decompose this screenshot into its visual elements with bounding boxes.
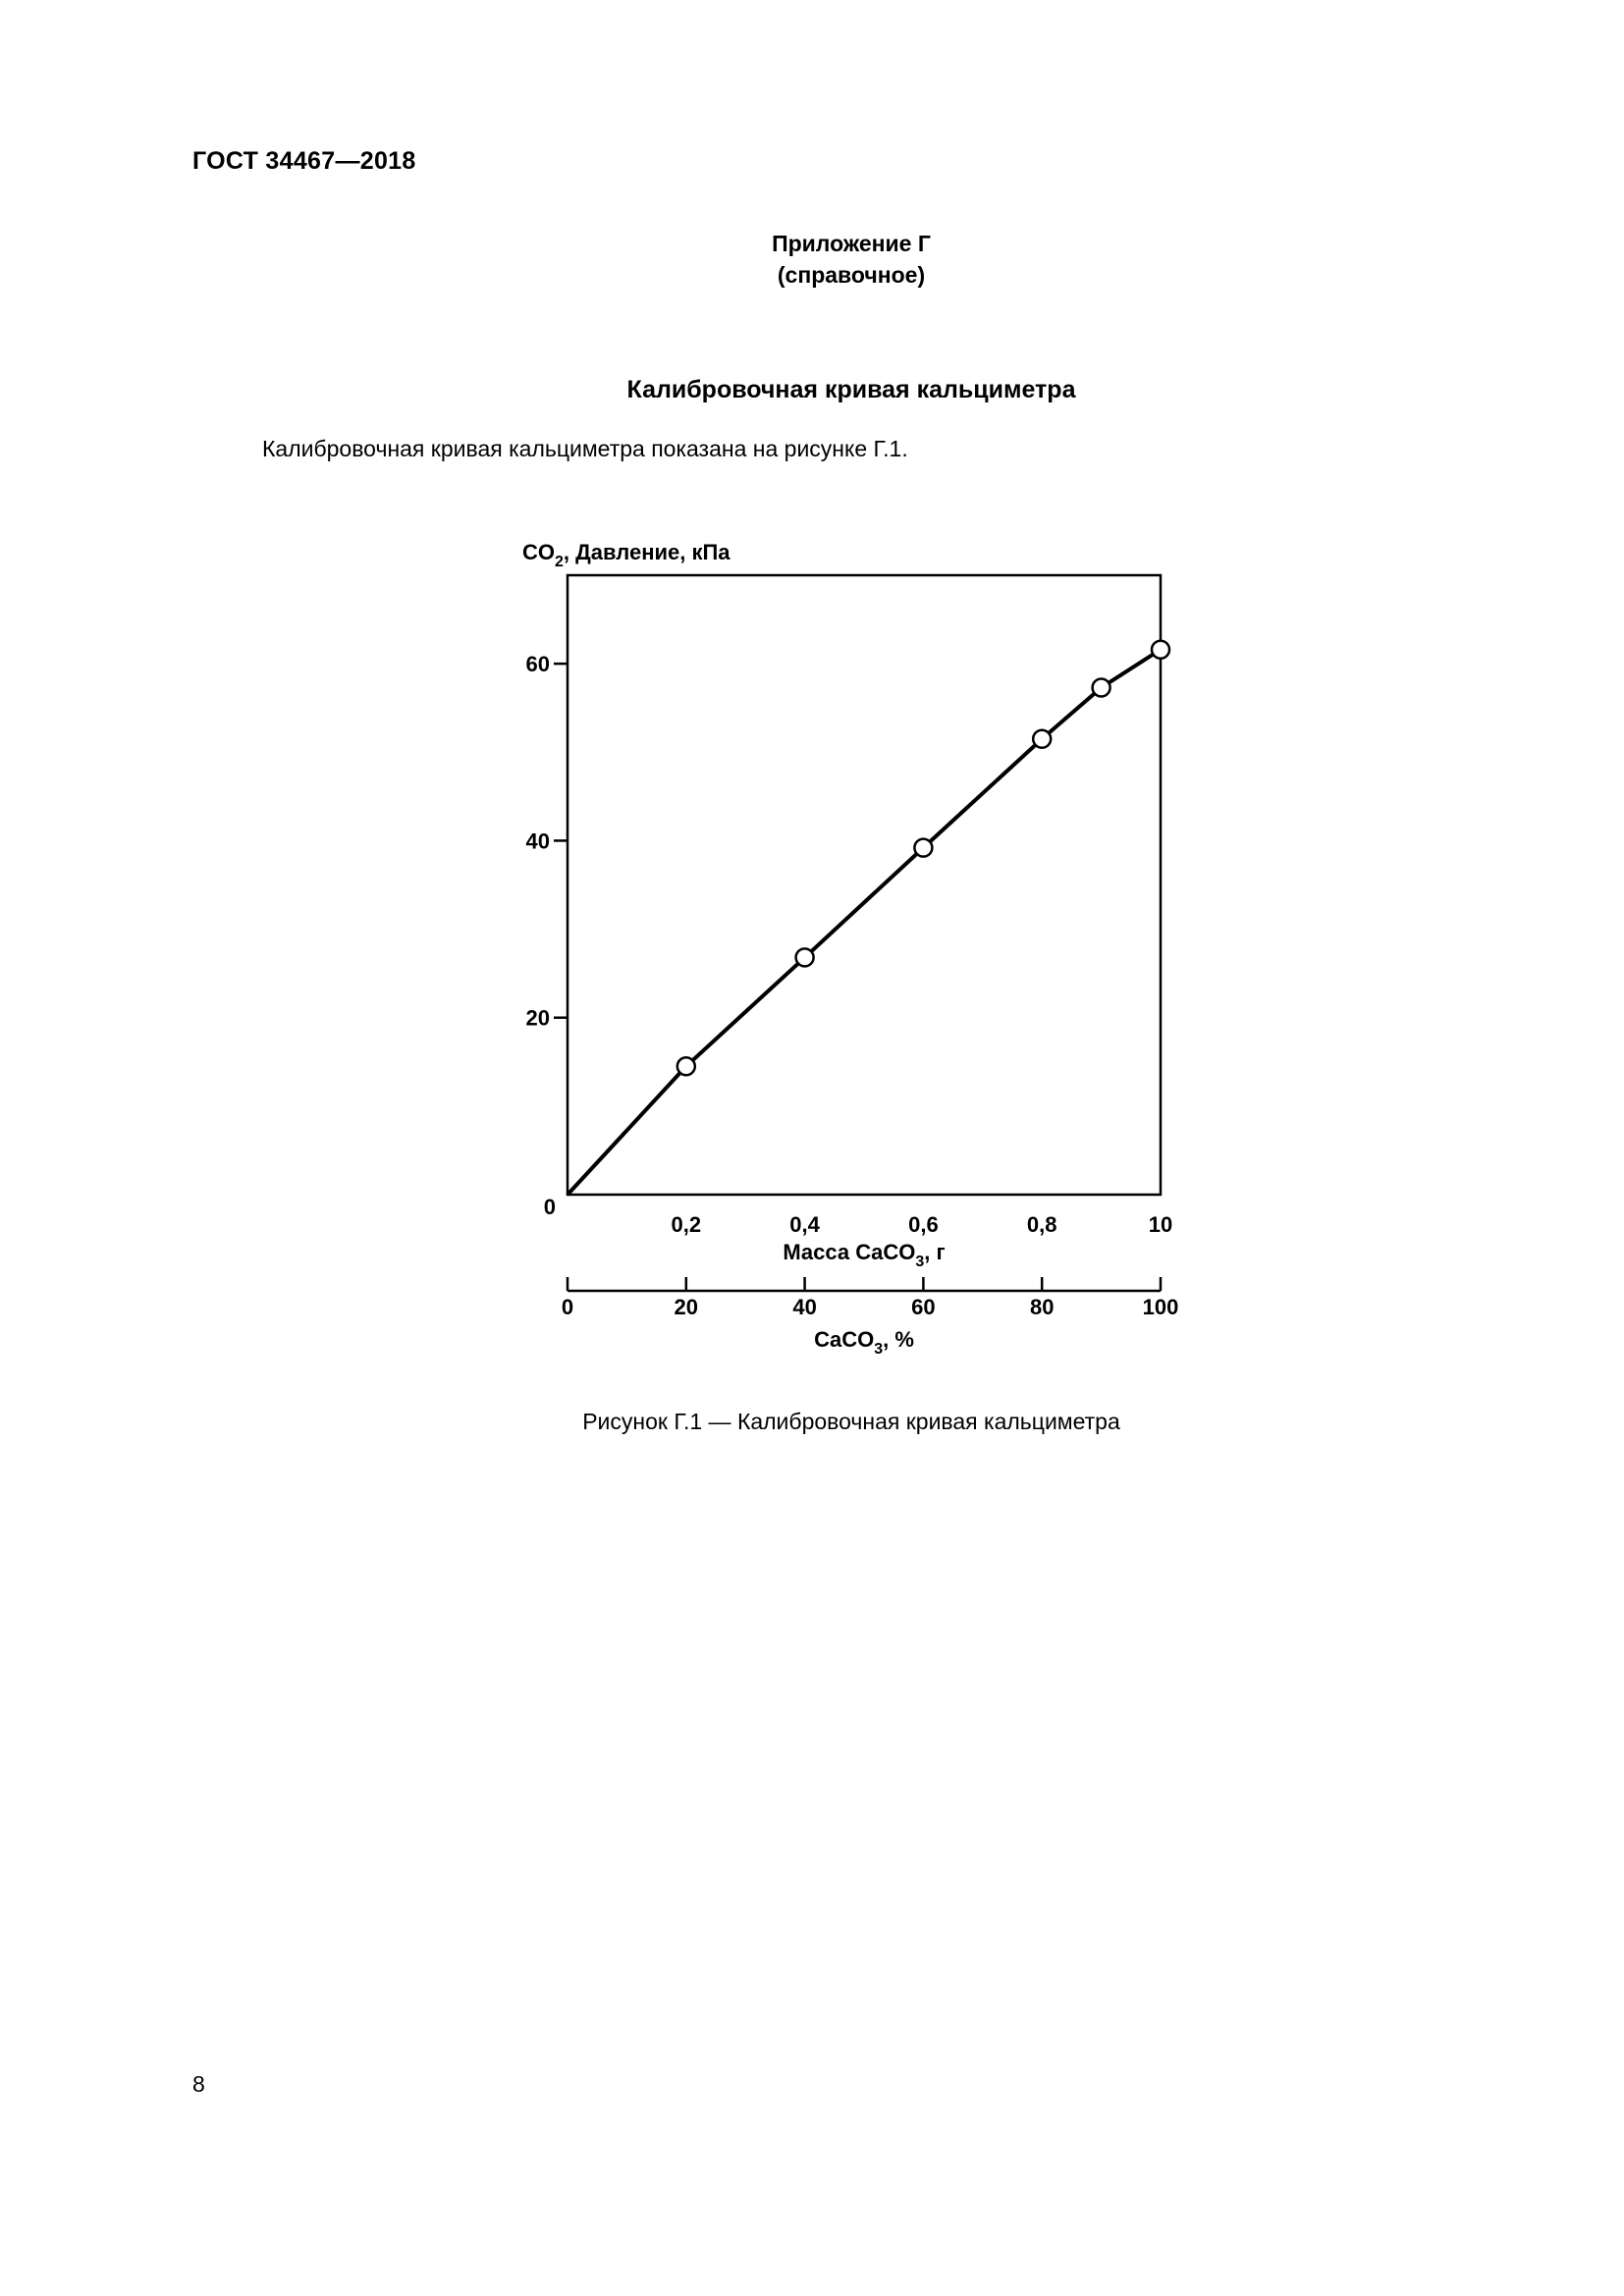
data-point	[1152, 641, 1169, 659]
data-point	[914, 839, 932, 857]
data-point	[1093, 678, 1110, 696]
x2-tick-label: 60	[911, 1295, 936, 1319]
x2-axis-label: CaCO$_3$, %	[814, 1327, 914, 1358]
x-axis-mass	[672, 1212, 1173, 1237]
x-tick-label: 0,6	[908, 1212, 939, 1237]
y-tick-label: 40	[525, 828, 550, 854]
series-group	[568, 641, 1169, 1195]
y-tick-label: 60	[525, 652, 550, 677]
x-tick-label: 0,8	[1026, 1212, 1057, 1237]
x2-tick-label: 20	[674, 1295, 699, 1319]
intro-paragraph: Калибровочная кривая кальциметра показана на рисунке Г.1.	[262, 436, 908, 461]
x2-tick-label: 100	[1142, 1295, 1179, 1319]
y-axis	[526, 652, 568, 1219]
appendix-subtitle: (справочное)	[777, 262, 926, 288]
x2-tick-label: 0	[561, 1295, 574, 1319]
page-number: 8	[192, 2071, 205, 2097]
series-line	[568, 650, 1161, 1195]
x-axis-label: Масса CaCO$_3$, г	[783, 1240, 946, 1270]
data-point	[677, 1057, 695, 1075]
axis-labels	[522, 540, 946, 1358]
x2-tick-label: 40	[792, 1295, 817, 1319]
x-tick-label: 0,4	[789, 1212, 820, 1237]
y-axis-label: $CO_2$, Давление, кПа	[522, 540, 731, 570]
data-point	[796, 948, 814, 966]
origin-label: 0	[543, 1195, 556, 1219]
y-tick-label: 20	[525, 1005, 550, 1031]
plot-frame-group	[568, 575, 1161, 1195]
section-title: Калибровочная кривая кальциметра	[626, 376, 1076, 403]
appendix-title: Приложение Г	[772, 231, 931, 256]
x-axis-percent	[562, 1277, 1178, 1319]
plot-frame	[568, 575, 1161, 1195]
data-point	[1033, 730, 1051, 748]
x-tick-label: 10	[1148, 1212, 1173, 1237]
figure-caption: Рисунок Г.1 — Калибровочная кривая кальциметра	[582, 1409, 1120, 1434]
x2-tick-label: 80	[1029, 1295, 1055, 1319]
x-tick-label: 0,2	[671, 1212, 702, 1237]
document-code: ГОСТ 34467—2018	[192, 147, 416, 175]
